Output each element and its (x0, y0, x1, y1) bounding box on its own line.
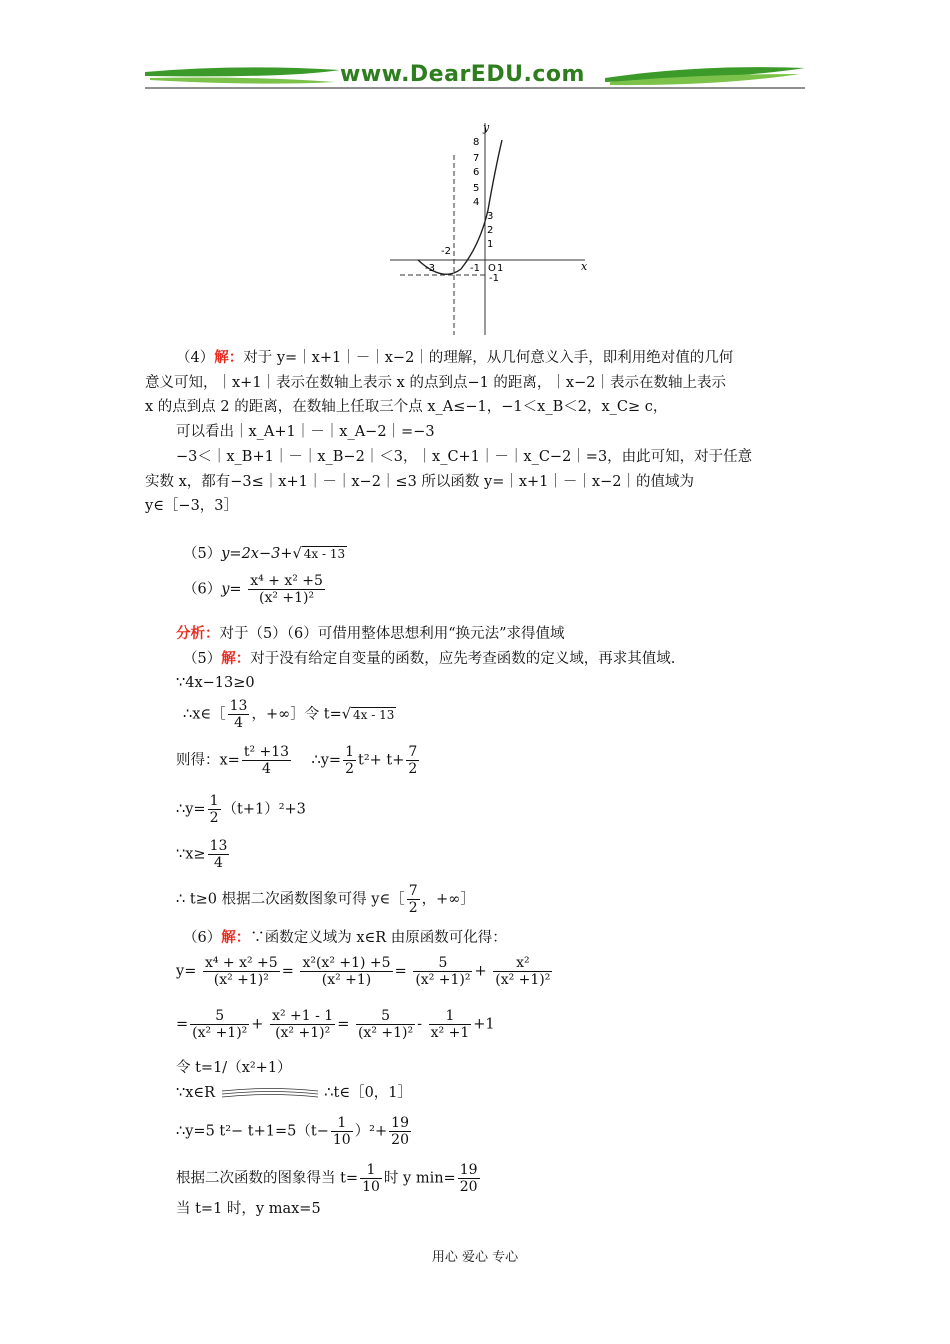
sol6-t3: ∴y=5 t²− t+1=5（t− $\frac{1}{10}$ ）²+ $\frac{19}{20}$ (176, 1115, 409, 1148)
y-tick-6: 6 (473, 167, 480, 178)
y-tick-4: 4 (473, 197, 480, 208)
footer-slogan: 用心 爱心 专心 (431, 1250, 519, 1265)
sol6-t4: 根据二次函数的图象得当 t= $\frac{1}{10}$ 时 y min= $\frac{19}{20}$ (176, 1162, 478, 1195)
y-tick-5: 5 (473, 183, 480, 194)
p4-line2: 意义可知，｜x+1｜表示在数轴上表示 x 的点到点−1 的距离，｜x−2｜表示在数轴上表示 (145, 375, 726, 391)
sol5-step1: ∵4x−13≥0 (176, 675, 255, 691)
y-tick-8: 8 (473, 137, 480, 148)
site-title[interactable]: www.DearEDU.com (340, 62, 585, 87)
p5-problem: （5）y=2x−3+√ 4x - 13 (183, 546, 346, 562)
analysis: 分析：对于（5）（6）可借用整体思想利用“换元法”求得值域 (176, 625, 565, 642)
y-tick-1: 1 (487, 239, 494, 250)
y-tick-neg1: -1 (489, 273, 499, 284)
p4-line1: （4）解：对于 y=｜x+1｜－｜x−2｜的理解，从几何意义入手，即利用绝对值的几何 (176, 349, 734, 366)
function-graph (385, 115, 595, 340)
y-tick-7: 7 (473, 153, 480, 164)
sol5-step5: ∵x≥ $\frac{13}{4}$ (176, 838, 228, 871)
sol6-eq1: y= $\frac{\text{x⁴ + x² +5}}{\text{(x² +1)²}}$ = $\frac{\text{x²(x² +1) +5}}{\text{(x² +1)}}$ = $\frac{5}{\text{(x² +1)²}}$ + $\frac{\text{x²}}{\text{(x² +1)²}}$ (176, 955, 551, 988)
p4-line3: x 的点到点 2 的距离，在数轴上任取三个点 x_A≤−1，−1＜x_B＜2，x_C≥ c， (145, 399, 668, 415)
sol6-intro: （6）解：∵函数定义域为 x∈R 由原函数可化得： (183, 929, 507, 946)
sol5-step4: ∴y= $\frac{1}{2}$ （t+1）²+3 (176, 793, 306, 826)
origin-label: O (488, 263, 496, 274)
x-tick-1: 1 (497, 263, 504, 274)
p4-line6: 实数 x，都有−3≤｜x+1｜－｜x−2｜≤3 所以函数 y=｜x+1｜－｜x−2｜的值域为 (145, 474, 694, 490)
p4-line5: −3＜｜x_B+1｜－｜x_B−2｜＜3，｜x_C+1｜－｜x_C−2｜=3，由此可知，对于任意 (176, 449, 753, 465)
sol5-intro: （5）解：对于没有给定自变量的函数，应先考查函数的定义域，再求其值域. (183, 650, 676, 667)
sol6-t2: ∵x∈R ∴t∈［0，1］ (176, 1085, 413, 1101)
x-tick-neg2: -2 (441, 246, 451, 257)
p4-line7: y∈［−3，3］ (145, 498, 239, 514)
x-tick-neg1: -1 (470, 263, 480, 274)
sol5-step6: ∴ t≥0 根据二次函数图象可得 y∈［ $\frac{7}{2}$ ，+∞］ (176, 883, 475, 916)
sol6-t5: 当 t=1 时，y max=5 (176, 1201, 321, 1217)
implies-arrow (220, 1086, 320, 1100)
sol6-t1: 令 t=1/（x²+1） (176, 1060, 292, 1076)
x-axis-label: x (581, 260, 588, 273)
sol5-step3: 则得：x= $\frac{\text{t² +13}}{4}$ ∴y= $\frac{1}{2}$ t²+ t+ $\frac{7}{2}$ (176, 744, 418, 777)
y-axis-label: y (483, 121, 490, 134)
p4-line4: 可以看出｜x_A+1｜－｜x_A−2｜=−3 (176, 424, 435, 440)
p6-problem: （6）y= $\frac{\text{x⁴ + x² +5}}{\text{(x² +1)²}}$ (183, 573, 323, 606)
y-tick-3: 3 (487, 211, 494, 222)
sol5-step2: ∴x∈［ $\frac{13}{4}$ ，+∞］令 t=√ 4x - 13 (183, 698, 395, 731)
y-tick-2: 2 (487, 225, 494, 236)
sol6-eq2: = $\frac{5}{\text{(x² +1)²}}$ + $\frac{\text{x² +1 - 1}}{\text{(x² +1)²}}$ = $\frac{5}{\text{(x² +1)²}}$ - $\frac{1}{\text{x² +1}}$ +1 (176, 1008, 495, 1041)
x-tick-neg3: -3 (425, 263, 435, 274)
